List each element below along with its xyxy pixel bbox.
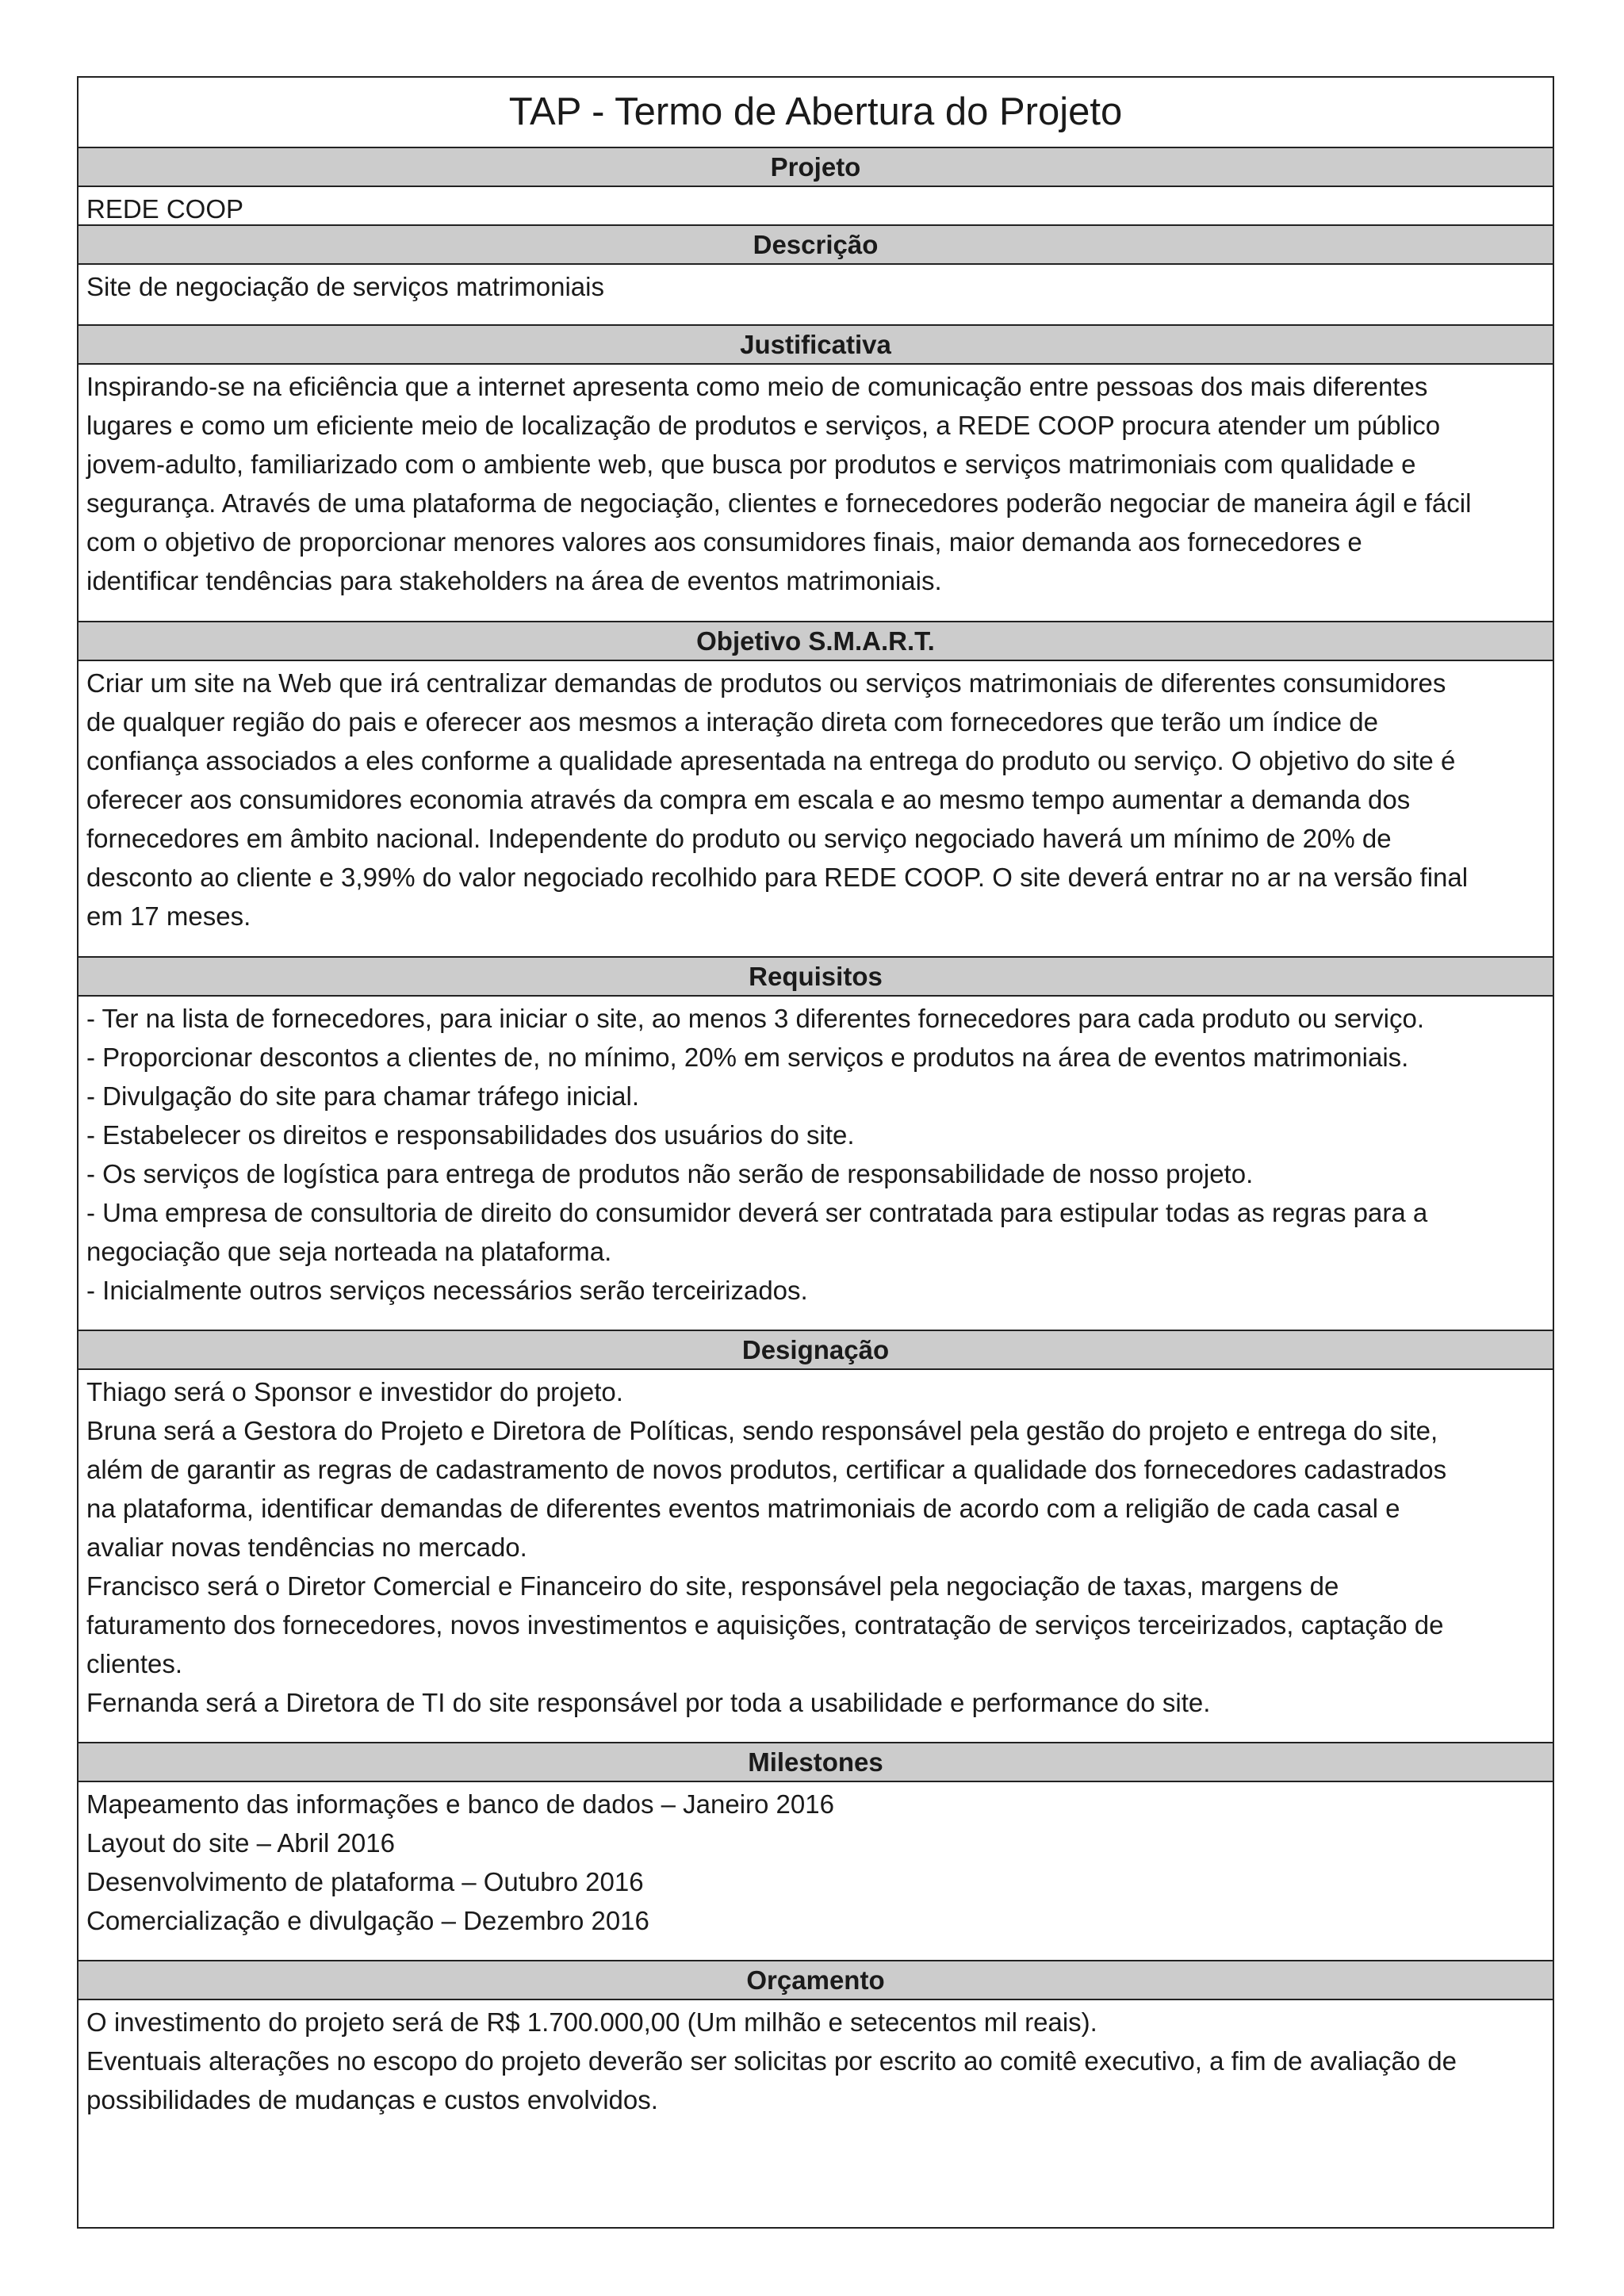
text-line: Mapeamento das informações e banco de dados – Janeiro 2016: [86, 1789, 834, 1819]
text-line: Fernanda será a Diretora de TI do site responsável por toda a usabilidade e performance do site.: [86, 1688, 1211, 1717]
section-body-objetivo-smart: [79, 661, 1553, 958]
text-line: - Ter na lista de fornecedores, para iniciar o site, ao menos 3 diferentes fornecedores para cada produto ou serviço.: [86, 1004, 1425, 1033]
project-charter-document: [77, 76, 1554, 2229]
text-line: com o objetivo de proporcionar menores valores aos consumidores finais, maior demanda aos fornecedores e: [86, 527, 1362, 557]
text-line: jovem-adulto, familiarizado com o ambiente web, que busca por produtos e serviços matrimoniais com qualidade e: [86, 450, 1416, 479]
section-body-descricao: [79, 265, 1553, 326]
text-line: Comercialização e divulgação – Dezembro 2016: [86, 1906, 649, 1935]
text-line: Site de negociação de serviços matrimoniais: [86, 272, 604, 301]
section-header-justificativa: Justificativa: [79, 326, 1553, 365]
section-header-descricao: Descrição: [79, 226, 1553, 265]
text-line: - Uma empresa de consultoria de direito do consumidor deverá ser contratada para estipular todas as regras para a: [86, 1198, 1428, 1227]
text-line: - Divulgação do site para chamar tráfego inicial.: [86, 1081, 640, 1111]
text-line: lugares e como um eficiente meio de localização de produtos e serviços, a REDE COOP procura atender um público: [86, 411, 1441, 440]
section-header-requisitos: Requisitos: [79, 958, 1553, 997]
text-line: fornecedores em âmbito nacional. Independente do produto ou serviço negociado haverá um mínimo de 20% de: [86, 824, 1392, 853]
section-header-projeto: Projeto: [79, 148, 1553, 187]
text-line: confiança associados a eles conforme a qualidade apresentada na entrega do produto ou serviço. O objetivo do site é: [86, 746, 1456, 775]
text-line: - Os serviços de logística para entrega de produtos não serão de responsabilidade de nosso projeto.: [86, 1159, 1254, 1188]
text-line: negociação que seja norteada na plataforma.: [86, 1237, 612, 1266]
section-body-justificativa: [79, 365, 1553, 622]
section-header-designacao: Designação: [79, 1331, 1553, 1370]
text-line: O investimento do projeto será de R$ 1.700.000,00 (Um milhão e setecentos mil reais).: [86, 2007, 1097, 2037]
text-line: Bruna será a Gestora do Projeto e Diretora de Políticas, sendo responsável pela gestão do projeto e entrega do site,: [86, 1416, 1438, 1445]
text-line: - Proporcionar descontos a clientes de, no mínimo, 20% em serviços e produtos na área de eventos matrimoniais.: [86, 1043, 1409, 1072]
text-line: Criar um site na Web que irá centralizar demandas de produtos ou serviços matrimoniais de diferentes consumidores: [86, 668, 1446, 698]
text-line: de qualquer região do pais e oferecer aos mesmos a interação direta com fornecedores que terão um índice de: [86, 707, 1378, 737]
text-line: oferecer aos consumidores economia através da compra em escala e ao mesmo tempo aumentar a demanda dos: [86, 785, 1411, 814]
text-line: faturamento dos fornecedores, novos investimentos e aquisições, contratação de serviços terceirizados, captação de: [86, 1610, 1444, 1640]
section-body-designacao: [79, 1370, 1553, 1743]
text-line: identificar tendências para stakeholders na área de eventos matrimoniais.: [86, 566, 942, 595]
section-header-orcamento: Orçamento: [79, 1961, 1553, 2000]
text-line: Eventuais alterações no escopo do projeto deverão ser solicitas por escrito ao comitê executivo, a fim de avaliação de: [86, 2046, 1457, 2076]
text-line: - Estabelecer os direitos e responsabilidades dos usuários do site.: [86, 1120, 855, 1150]
text-line: Francisco será o Diretor Comercial e Financeiro do site, responsável pela negociação de taxas, margens de: [86, 1571, 1339, 1601]
text-line: desconto ao cliente e 3,99% do valor negociado recolhido para REDE COOP. O site deverá entrar no ar na versão final: [86, 863, 1469, 892]
section-header-objetivo-smart: Objetivo S.M.A.R.T.: [79, 622, 1553, 661]
document-title: TAP - Termo de Abertura do Projeto: [79, 78, 1553, 148]
text-line: além de garantir as regras de cadastramento de novos produtos, certificar a qualidade dos fornecedores cadastrados: [86, 1455, 1447, 1484]
text-line: Layout do site – Abril 2016: [86, 1828, 395, 1858]
text-line: Inspirando-se na eficiência que a internet apresenta como meio de comunicação entre pessoas dos mais diferentes: [86, 372, 1428, 401]
section-body-requisitos: [79, 997, 1553, 1331]
section-header-milestones: Milestones: [79, 1743, 1553, 1782]
text-line: Thiago será o Sponsor e investidor do projeto.: [86, 1377, 623, 1406]
text-line: clientes.: [86, 1649, 183, 1678]
section-body-projeto: [79, 187, 1553, 226]
text-line: segurança. Através de uma plataforma de negociação, clientes e fornecedores poderão negociar de maneira ágil e fácil: [86, 488, 1472, 518]
section-body-orcamento: [79, 2000, 1553, 2227]
text-line: - Inicialmente outros serviços necessários serão terceirizados.: [86, 1276, 808, 1305]
text-line: avaliar novas tendências no mercado.: [86, 1533, 527, 1562]
text-line: Desenvolvimento de plataforma – Outubro 2016: [86, 1867, 644, 1896]
section-body-milestones: [79, 1782, 1553, 1961]
text-line: em 17 meses.: [86, 901, 251, 931]
text-line: possibilidades de mudanças e custos envolvidos.: [86, 2085, 658, 2114]
text-line: na plataforma, identificar demandas de diferentes eventos matrimoniais de acordo com a religião de cada casal e: [86, 1494, 1400, 1523]
text-line: REDE COOP: [86, 194, 244, 224]
